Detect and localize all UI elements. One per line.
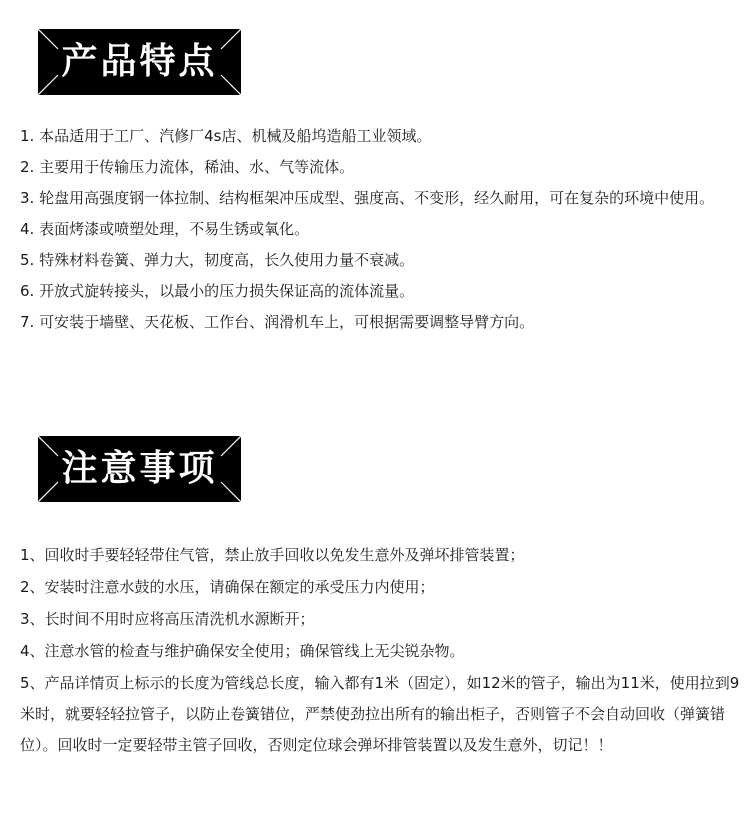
features-list (20, 121, 750, 338)
feature-item: 7. 可安装于墙壁、天花板、工作台、润滑机车上，可根据需要调整导臂方向。 (20, 313, 535, 331)
features-title-badge (38, 29, 241, 95)
note-item: 2、安装时注意水鼓的水压，请确保在额定的承受压力内使用； (20, 578, 435, 596)
features-title: 产品特点 (61, 41, 218, 82)
notes-title: 注意事项 (61, 448, 218, 489)
notes-title-badge (38, 436, 241, 502)
feature-item: 3. 轮盘用高强度钢一体拉制、结构框架冲压成型、强度高、不变形，经久耐用，可在复杂的环境中使用。 (20, 189, 715, 207)
note-item: 5、产品详情页上标示的长度为管线总长度，输入都有1米（固定），如12米的管子，输出为11米，使用拉到9米时，就要轻轻拉管子，以防止卷簧错位，严禁使劲拉出所有的输出柜子，否则管子不会自动回收（弹簧错位）。回收时一定要轻带主管子回收，否则定位球会弹坏排管装置以及发生意外，切记！！ (20, 674, 740, 754)
feature-item: 2. 主要用于传输压力流体，稀油、水、气等流体。 (20, 158, 355, 176)
feature-item: 6. 开放式旋转接头，以最小的压力损失保证高的流体流量。 (20, 282, 415, 300)
note-item: 4、注意水管的检查与维护确保安全使用；确保管线上无尖锐杂物。 (20, 642, 465, 660)
note-item: 1、回收时手要轻轻带住气管，禁止放手回收以免发生意外及弹坏排管装置； (20, 546, 525, 564)
notes-list (20, 540, 750, 762)
feature-item: 4. 表面烤漆或喷塑处理，不易生锈或氧化。 (20, 220, 310, 238)
note-item: 3、长时间不用时应将高压清洗机水源断开； (20, 610, 315, 628)
feature-item: 1. 本品适用于工厂、汽修厂4s店、机械及船坞造船工业领域。 (20, 127, 432, 145)
feature-item: 5. 特殊材料卷簧、弹力大，韧度高，长久使用力量不衰减。 (20, 251, 415, 269)
